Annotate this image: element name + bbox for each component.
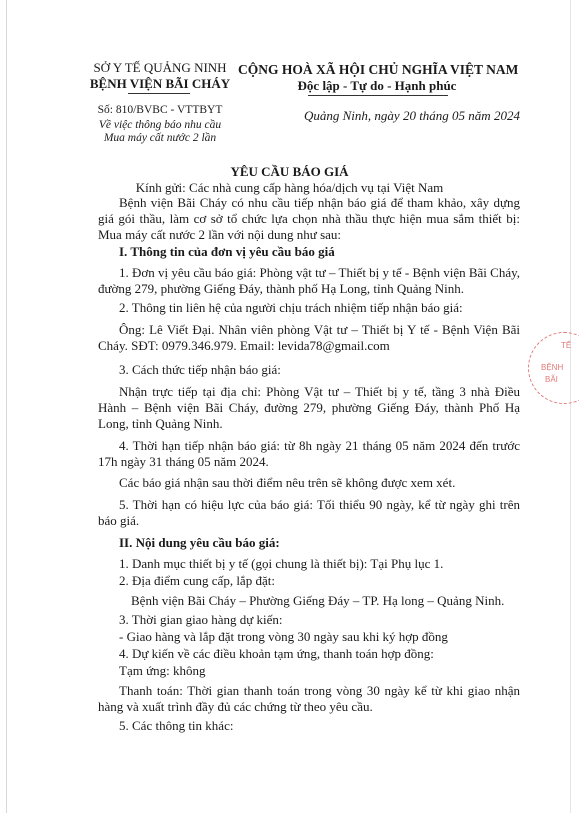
section-1-item-3: 3. Cách thức tiếp nhận báo giá:: [119, 362, 281, 377]
stamp-text-3: BÃI: [545, 375, 558, 384]
payment-terms: Thanh toán: Thời gian thanh toán trong vòng 30 ngày kể từ khi giao nhận hàng và xuất trình đầy đủ các chứng từ theo yêu cầu.: [98, 683, 520, 714]
document-title: YÊU CẦU BÁO GIÁ: [230, 164, 349, 179]
section-1-heading: I. Thông tin của đơn vị yêu cầu báo giá: [119, 244, 335, 259]
motto-underline: [308, 95, 448, 96]
hospital-underline: [128, 93, 190, 94]
section-1-item-5: 5. Thời hạn có hiệu lực của báo giá: Tối thiểu 90 ngày, kể từ ngày ghi trên báo giá.: [98, 497, 520, 528]
section-2-item-5: 5. Các thông tin khác:: [119, 718, 234, 733]
section-1-item-2: 2. Thông tin liên hệ của người chịu trách nhiệm tiếp nhận báo giá:: [119, 300, 463, 315]
receive-paragraph: Nhận trực tiếp tại địa chỉ: Phòng Vật tư – Thiết bị y tế, tầng 3 nhà Điều Hành – Bệnh viện Bãi Cháy, đường 279, phường Giếng Đáy, thành Phố Hạ Long, tỉnh Quảng Ninh.: [98, 384, 520, 431]
late-quote-note: Các báo giá nhận sau thời điểm nêu trên sẽ không được xem xét.: [119, 475, 456, 490]
stamp-text-2: BỆNH: [541, 363, 564, 372]
document-number: Số: 810/BVBC - VTTBYT: [97, 104, 223, 116]
advance-payment: Tạm ứng: không: [119, 663, 206, 678]
section-2-heading: II. Nội dung yêu cầu báo giá:: [119, 535, 280, 550]
delivery-location: Bệnh viện Bãi Cháy – Phường Giếng Đáy – TP. Hạ long – Quảng Ninh.: [131, 593, 505, 608]
place-date: Quảng Ninh, ngày 20 tháng 05 năm 2024: [304, 108, 520, 123]
official-stamp: [528, 332, 579, 404]
subject-line-2: Mua máy cất nước 2 lần: [103, 132, 217, 144]
subject-line-1: Về việc thông báo nhu cầu: [98, 119, 222, 131]
delivery-schedule: - Giao hàng và lắp đặt trong vòng 30 ngày sau khi ký hợp đồng: [119, 629, 448, 644]
intro-paragraph: Bệnh viện Bãi Cháy có nhu cầu tiếp nhận báo giá để tham khảo, xây dựng giá gói thầu, làm cơ sở tổ chức lựa chọn nhà thầu thực hiện mua sắm thiết bị: Mua máy cất nước 2 lần với nội dung như sau:: [98, 195, 520, 242]
section-1-item-1: 1. Đơn vị yêu cầu báo giá: Phòng vật tư – Thiết bị y tế - Bệnh viện Bãi Cháy, đường 279, phường Giếng Đáy, thành phố Hạ Long, tỉnh Quảng Ninh.: [98, 265, 520, 296]
ministry-name: SỞ Y TẾ QUẢNG NINH: [93, 60, 227, 75]
recipient-line: Kính gửi: Các nhà cung cấp hàng hóa/dịch vụ tại Việt Nam: [135, 180, 444, 195]
section-1-item-4: 4. Thời hạn tiếp nhận báo giá: từ 8h ngày 21 tháng 05 năm 2024 đến trước 17h ngày 31 tháng 05 năm 2024.: [98, 438, 520, 469]
stamp-text-1: TẾ: [561, 341, 572, 350]
contact-paragraph: Ông: Lê Viết Đại. Nhân viên phòng Vật tư – Thiết bị Y tế - Bệnh Viện Bãi Cháy. SĐT: 0979.346.979. Email: levida78@gmail.com: [98, 322, 520, 353]
section-2-item-1: 1. Danh mục thiết bị y tế (gọi chung là thiết bị): Tại Phụ lục 1.: [119, 556, 444, 571]
section-2-item-3: 3. Thời gian giao hàng dự kiến:: [119, 612, 283, 627]
page-edge-left: [6, 0, 7, 813]
page-edge-right: [570, 0, 571, 813]
republic-name: CỘNG HOÀ XÃ HỘI CHỦ NGHĨA VIỆT NAM: [238, 62, 519, 77]
hospital-name: BỆNH VIỆN BÃI CHÁY: [89, 76, 231, 91]
national-motto: Độc lập - Tự do - Hạnh phúc: [297, 78, 457, 93]
section-2-item-4: 4. Dự kiến về các điều khoản tạm ứng, thanh toán hợp đồng:: [119, 646, 434, 661]
section-2-item-2: 2. Địa điểm cung cấp, lắp đặt:: [119, 573, 275, 588]
